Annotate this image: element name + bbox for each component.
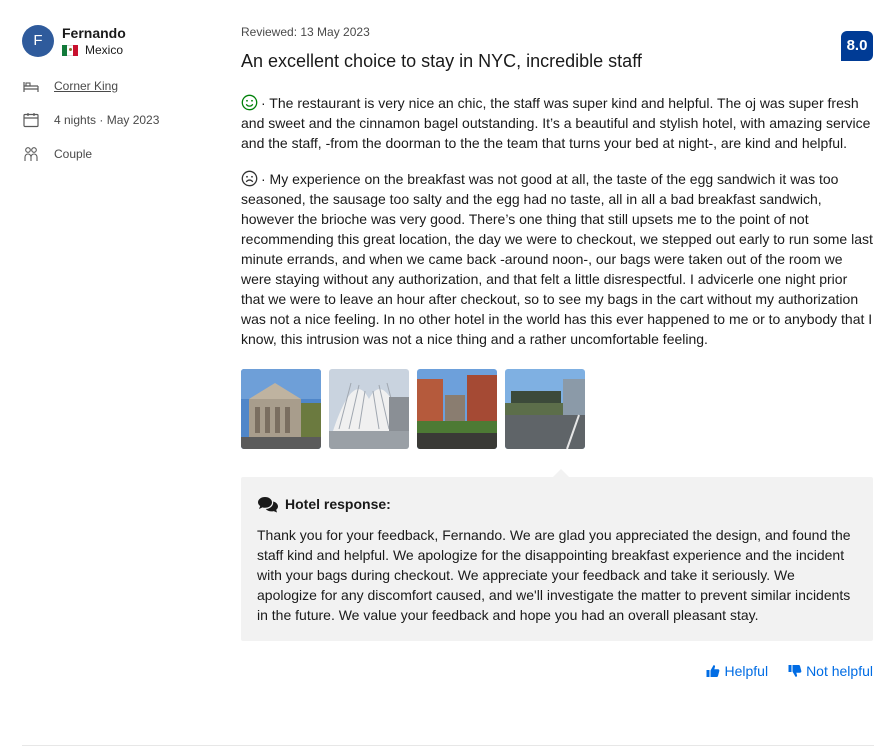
review-date: Reviewed: 13 May 2023: [241, 25, 370, 39]
negative-comment: [241, 169, 873, 349]
thumbs-up-icon: [706, 664, 720, 678]
bed-icon: [22, 77, 40, 95]
couple-icon: [22, 145, 40, 163]
mexico-flag-icon: [62, 45, 78, 56]
not-helpful-button[interactable]: [788, 663, 873, 679]
oculus-photo[interactable]: [329, 369, 409, 449]
response-text: Thank you for your feedback, Fernando. We are glad you appreciated the design, and found the staff kind and helpful. We apologize for the disappointing breakfast experience and the incident with your bags during checkout. We appreciate your feedback and take it seriously. We apologize for any discomfort caused, and we'll investigate the matter to prevent similar incidents in the future. We value your feedback and hope you had an overall pleasant stay.: [257, 527, 851, 623]
reviewer-name: Fernando: [62, 25, 126, 41]
reviewer-country: [62, 43, 123, 57]
helpful-button[interactable]: [706, 663, 768, 679]
street-photo[interactable]: [417, 369, 497, 449]
helpful-label: Helpful: [724, 663, 769, 679]
room-type-link[interactable]: Corner King: [54, 79, 119, 93]
museum-photo[interactable]: [241, 369, 321, 449]
traveler-type-label: Couple: [54, 147, 93, 161]
stay-label: 4 nights · May 2023: [54, 113, 160, 127]
review-content: [241, 25, 873, 679]
hotel-response: [241, 477, 873, 641]
response-heading-label: Hotel response:: [285, 496, 391, 512]
calendar-icon: [22, 111, 40, 129]
negative-text: · My experience on the breakfast was not good at all, the taste of the egg sandwich it was too seasoned, the sausage too salty and the egg had no taste, all in all a bad breakfast sandwich, however the brioche was very good. There’s one thing that still upsets me to the point of not recommending this great location, the day we were to checkout, we stepped out early to run some last minute errands, and when we came back -around noon-, our bags were taken out of the room we were staying without any authorization, and that felt a little disrespectful. I advicerle one night prior that we were to leave an hour after checkout, so to see my bags in the cart without my authorization was not a nice feeling. In no other hotel in the world has this ever happened to me or to anybody that I know, this intrusion was not a nice thing and a rather uncomfortable feeling.: [241, 171, 873, 347]
positive-comment: [241, 93, 873, 153]
stay-duration: [22, 111, 159, 129]
chat-bubbles-icon: [257, 495, 279, 513]
thumbs-down-icon: [788, 664, 802, 678]
response-heading: [257, 495, 857, 513]
room-type[interactable]: [22, 77, 118, 95]
country-label: Mexico: [85, 43, 124, 57]
review-title: An excellent choice to stay in NYC, incredible staff: [241, 51, 642, 71]
vote-bar: [241, 663, 873, 679]
not-helpful-label: Not helpful: [806, 663, 873, 679]
positive-text: · The restaurant is very nice an chic, the staff was super kind and helpful. The oj was super fresh and sweet and the cinnamon bagel outstanding. It’s a beautiful and stylish hotel, with amazing service and the staff, -from the doorman to the the team that turns your bed at night-, are kind and helpful.: [241, 95, 871, 151]
highline-photo[interactable]: [505, 369, 585, 449]
smile-face-icon: [241, 94, 258, 111]
photo-gallery: [241, 369, 873, 449]
frown-face-icon: [241, 170, 258, 187]
avatar: F: [22, 25, 54, 57]
score-badge: 8.0: [841, 31, 873, 61]
divider: [22, 745, 874, 746]
traveler-type: [22, 145, 92, 163]
